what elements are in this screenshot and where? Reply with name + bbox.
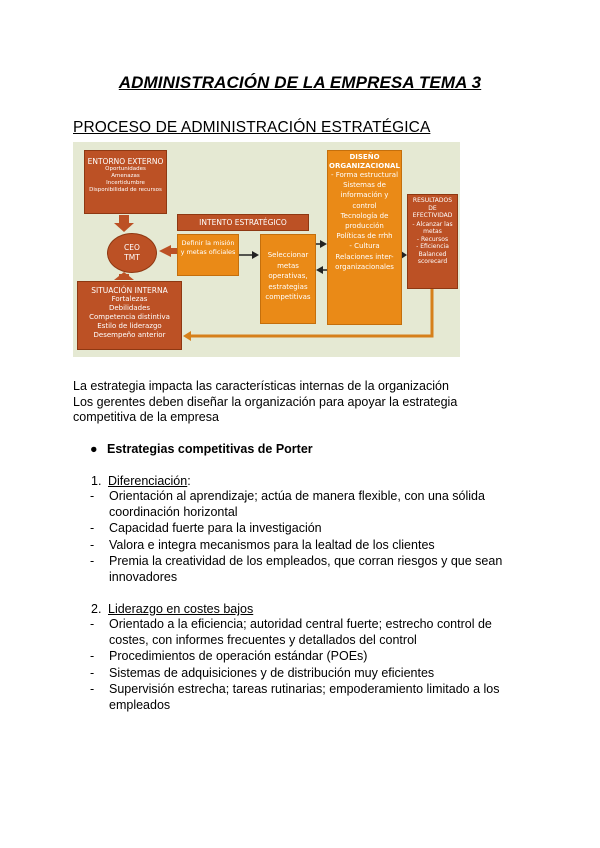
list-item-text: Premia la creatividad de los empleados, que corran riesgos y que sean innovadores	[109, 554, 503, 584]
list-item-text: Supervisión estrecha; tareas rutinarias; empoderamiento limitado a los empleados	[109, 682, 500, 712]
list-item	[90, 666, 530, 682]
ceo-tmt-circle	[107, 233, 157, 273]
list-item	[90, 521, 540, 537]
tmt-label: TMT	[124, 253, 140, 262]
resultados-line: Balanced scorecard	[417, 250, 448, 265]
arrow-down-head	[114, 223, 134, 232]
ceo-label: CEO	[124, 243, 140, 252]
dash: -	[90, 649, 95, 663]
situacion-title: SITUACIÓN INTERNA	[91, 286, 168, 295]
diseno-title: DISEÑO ORGANIZACIONAL	[329, 153, 400, 170]
situacion-line: Competencia distintiva	[89, 313, 170, 321]
list-item	[90, 538, 540, 554]
resultados-line: - Alcanzar las metas	[412, 220, 453, 235]
entorno-line: Amenazas	[111, 173, 140, 179]
resultados-line: - Eficiencia	[416, 243, 449, 250]
porter-heading-text: Estrategias competitivas de Porter	[107, 442, 313, 456]
intento-label: INTENTO ESTRATÉGICO	[199, 218, 287, 227]
arrow-from-diseno-head	[316, 266, 323, 274]
resultados-title: RESULTADOS DE EFECTIVIDAD	[412, 197, 453, 219]
list-item-text: Sistemas de adquisiciones y de distribución muy eficientes	[109, 665, 435, 680]
arrow-definir-seleccionar-head	[252, 251, 259, 259]
diferenciacion-list	[90, 489, 540, 586]
liderazgo-list	[90, 617, 530, 714]
section-label: Diferenciación	[108, 474, 188, 488]
list-item-text: Procedimientos de operación estándar (POEs)	[109, 649, 368, 663]
diseno-line: Políticas de rrhh	[336, 232, 393, 241]
arrow-to-diseno-head	[320, 240, 327, 248]
dash: -	[90, 682, 95, 696]
diseno-organizacional-box	[327, 150, 402, 325]
diseno-line: Tecnología de producción	[340, 211, 389, 231]
paragraph-line: La estrategia impacta las características internas de la organización	[73, 379, 449, 393]
intento-estrategico-box	[177, 214, 309, 231]
section-label: Liderazgo en costes bajos	[108, 602, 254, 616]
list-item-text: Orientación al aprendizaje; actúa de manera flexible, con una sólida coordinación horizontal	[109, 489, 485, 519]
list-item-text: Orientado a la eficiencia; autoridad central fuerte; estrecho control de costes, con informes frecuentes y detallados del control	[109, 617, 492, 647]
entorno-line: Disponibilidad de recursos	[89, 187, 162, 193]
arrow-down-shaft	[119, 215, 129, 223]
list-item	[90, 682, 530, 713]
arrow-left-head	[159, 245, 171, 257]
bullet-dot: ●	[90, 442, 98, 456]
diseno-line: Sistemas de información y control	[340, 181, 389, 210]
resultados-efectividad-box	[407, 194, 458, 289]
dash: -	[90, 489, 95, 503]
list-item	[90, 489, 540, 520]
entorno-externo-box	[84, 150, 167, 214]
entorno-title: ENTORNO EXTERNO	[87, 157, 164, 166]
section-subtitle: PROCESO DE ADMINISTRACIÓN ESTRATÉGICA	[73, 119, 431, 136]
seleccionar-label: Seleccionar metas operativas, estrategias competitivas	[265, 251, 311, 301]
list-item	[90, 649, 530, 665]
paragraph-line: Los gerentes deben diseñar la organización para apoyar la estrategia competitiva de la empresa	[73, 394, 458, 424]
list-item	[90, 617, 530, 648]
list-item-text: Capacidad fuerte para la investigación	[109, 521, 322, 535]
page-title: ADMINISTRACIÓN DE LA EMPRESA TEMA 3	[118, 73, 482, 92]
porter-heading	[90, 442, 313, 456]
section-number: 2.	[91, 602, 102, 616]
section-liderazgo-heading	[91, 602, 253, 616]
situacion-interna-box	[77, 281, 182, 350]
situacion-line: Desempeño anterior	[93, 331, 166, 339]
resultados-line: - Recursos	[416, 235, 449, 243]
situacion-line: Estilo de liderazgo	[97, 322, 162, 330]
definir-mision-box	[177, 234, 239, 276]
section-diferenciacion-heading	[91, 474, 191, 488]
dash: -	[90, 554, 95, 568]
arrow-up-head	[114, 272, 134, 280]
diseno-line: - Cultura	[349, 242, 380, 251]
definir-label: Definir la misión y metas oficiales	[180, 239, 236, 256]
situacion-line: Fortalezas	[111, 295, 148, 303]
dash: -	[90, 665, 95, 680]
dash: -	[90, 521, 95, 535]
entorno-line: Incertidumbre	[106, 180, 145, 186]
seleccionar-metas-box	[260, 234, 316, 324]
list-item	[90, 554, 540, 585]
feedback-arrow-head	[183, 331, 191, 341]
list-item-text: Valora e integra mecanismos para la lealtad de los clientes	[109, 537, 435, 552]
dash: -	[90, 617, 95, 631]
diseno-line: Relaciones inter-organizacionales	[335, 252, 394, 271]
intro-paragraph	[73, 379, 523, 426]
strategy-diagram	[73, 142, 460, 357]
section-suffix: :	[187, 474, 191, 488]
situacion-line: Debilidades	[108, 304, 151, 312]
dash: -	[90, 537, 95, 552]
diseno-line: - Forma estructural	[330, 171, 399, 179]
section-number: 1.	[91, 474, 102, 488]
entorno-line: Oportunidades	[105, 166, 146, 172]
